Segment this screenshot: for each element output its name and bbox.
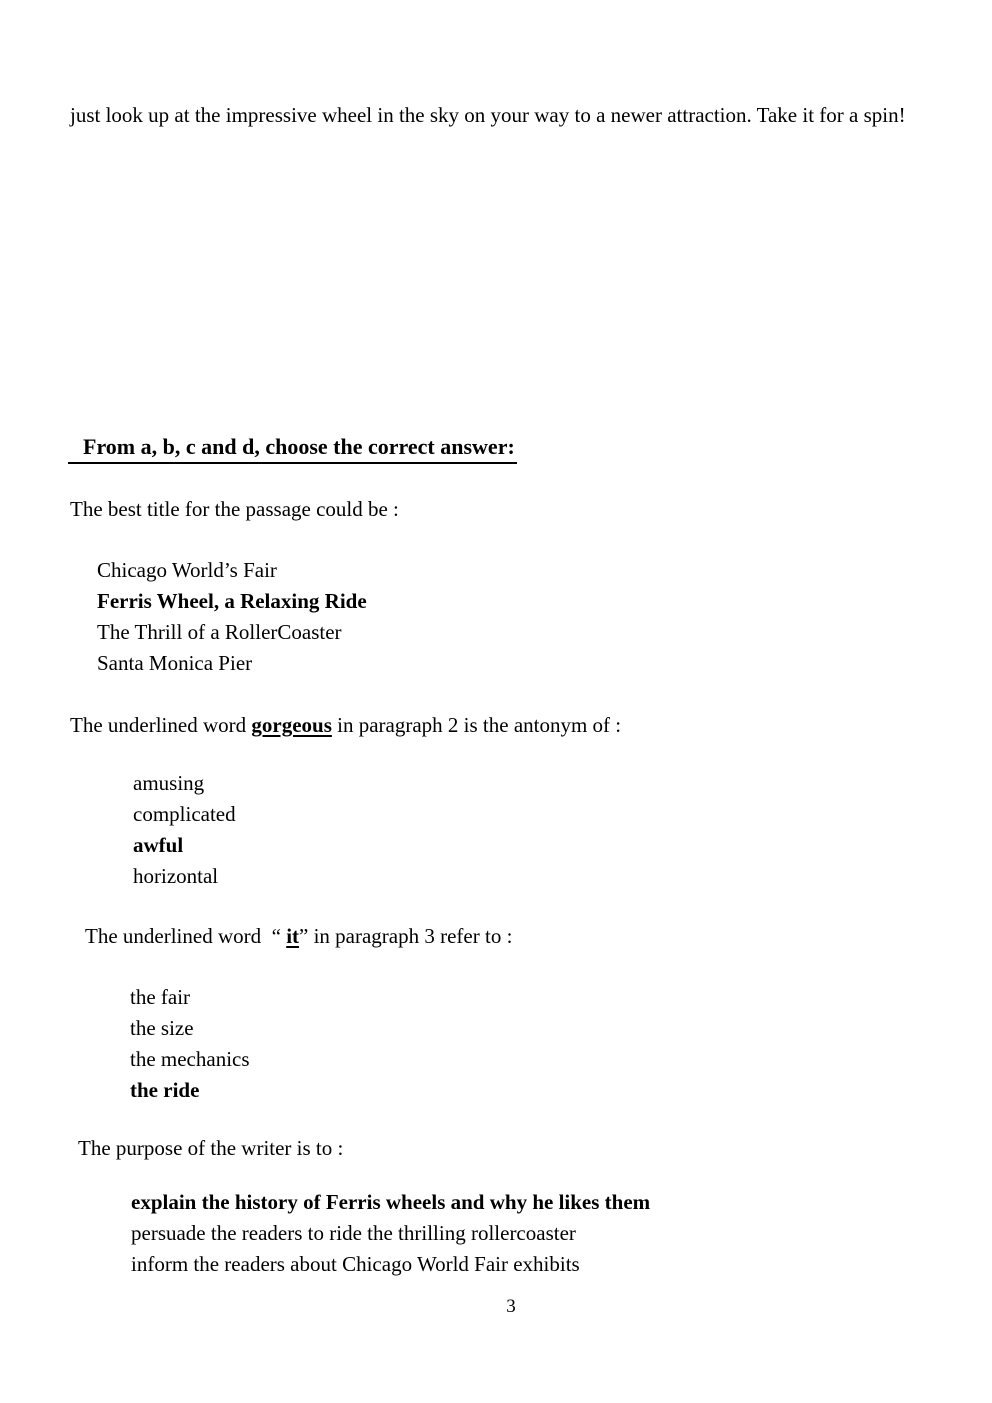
- answer-option: amusing: [133, 771, 205, 795]
- question-block-best-title: [70, 494, 952, 679]
- question-prompt: [70, 494, 952, 525]
- page-number: 3: [506, 1296, 516, 1317]
- answer-option: the mechanics: [130, 1047, 250, 1071]
- answer-option: horizontal: [133, 864, 219, 888]
- question-block-antonym-gorgeous: [70, 710, 952, 892]
- section-heading: [68, 433, 517, 464]
- answer-option: the ride: [130, 1078, 200, 1102]
- answer-options: [70, 982, 952, 1106]
- answer-options: [70, 555, 952, 679]
- answer-option: the size: [130, 1016, 194, 1040]
- prompt-text-prefix: The best title for the passage could be :: [70, 497, 399, 521]
- question-block-writer-purpose: [70, 1133, 952, 1280]
- question-prompt: [70, 1133, 952, 1164]
- answer-option: Chicago World’s Fair: [97, 558, 277, 582]
- answer-option: Ferris Wheel, a Relaxing Ride: [97, 589, 367, 613]
- intro-paragraph: just look up at the impressive wheel in the sky on your way to a newer attraction. Take it for a spin!: [70, 103, 906, 127]
- answer-option: the fair: [130, 985, 191, 1009]
- answer-options: [70, 1187, 952, 1280]
- prompt-text-suffix: in paragraph 2 is the antonym of :: [331, 713, 622, 737]
- prompt-text-suffix: ” in paragraph 3 refer to :: [299, 924, 513, 948]
- prompt-text-prefix: The underlined word “: [85, 924, 287, 948]
- answer-option: complicated: [133, 802, 236, 826]
- answer-option: inform the readers about Chicago World Fair exhibits: [131, 1252, 580, 1276]
- answer-option: Santa Monica Pier: [97, 651, 253, 675]
- prompt-text-prefix: The underlined word: [70, 713, 252, 737]
- prompt-keyword: gorgeous: [251, 713, 332, 737]
- answer-option: The Thrill of a RollerCoaster: [97, 620, 342, 644]
- prompt-text-prefix: The purpose of the writer is to :: [78, 1136, 344, 1160]
- question-prompt: [70, 921, 952, 952]
- answer-option: awful: [133, 833, 184, 857]
- prompt-keyword: it: [286, 924, 300, 948]
- section-heading-text: From a, b, c and d, choose the correct answer:: [68, 433, 517, 464]
- question-prompt: [70, 710, 952, 741]
- answer-option: persuade the readers to ride the thrilling rollercoaster: [131, 1221, 576, 1245]
- answer-option: explain the history of Ferris wheels and why he likes them: [131, 1190, 651, 1214]
- question-block-it-refers-to: [70, 921, 952, 1106]
- answer-options: [70, 768, 952, 892]
